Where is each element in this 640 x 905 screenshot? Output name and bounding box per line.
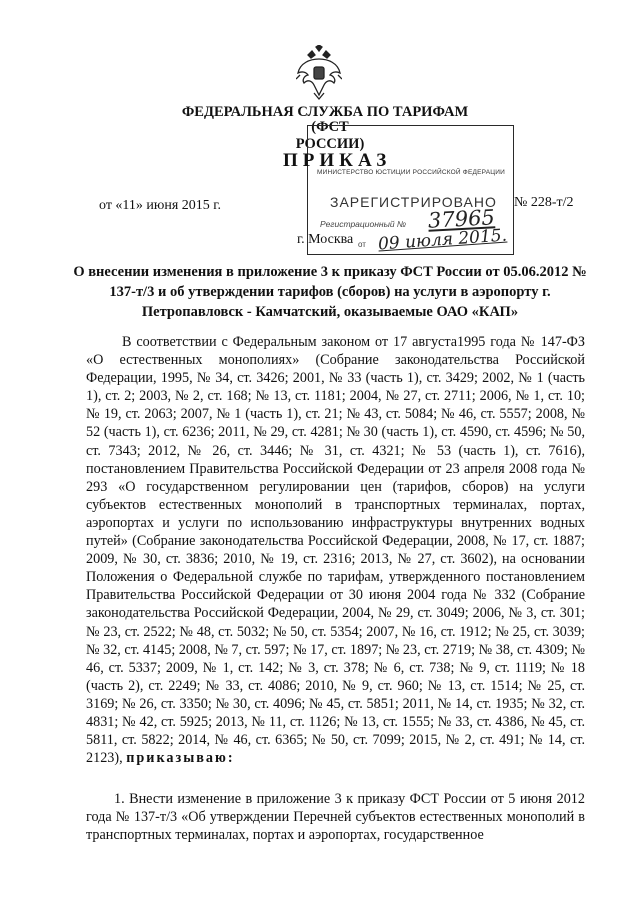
order-date: от «11» июня 2015 г. bbox=[99, 198, 221, 213]
order-word: приказываю: bbox=[126, 750, 235, 767]
agency-name: ФЕДЕРАЛЬНАЯ СЛУЖБА ПО ТАРИФАМ bbox=[181, 104, 469, 120]
agency-abbreviation: (ФСТ РОССИИ) bbox=[295, 119, 365, 152]
stamp-registered: ЗАРЕГИСТРИРОВАНО bbox=[330, 194, 497, 210]
stamp-reg-label: Регистрационный № bbox=[320, 219, 407, 229]
order-city: г. Москва bbox=[297, 232, 354, 247]
stamp-reg-date: 09 июля 2015. bbox=[377, 225, 508, 255]
order-title: О внесении изменения в приложение 3 к приказу ФСТ России от 05.06.2012 № 137-т/3 и об утверждении тарифов (сборов) на услуги в аэропорту г. Петропавловск - Камчатский, оказываемые ОАО «КАП» bbox=[73, 264, 587, 320]
item-1-paragraph bbox=[86, 790, 585, 844]
preamble-text: В соответствии с Федеральным законом от 17 августа1995 года № 147-ФЗ «О естественных монополиях» (Собрание законодательства Российской Федерации, 1995, № 34, ст. 3426; 2001, № 33 (часть 1), ст. 3429; 2002, № 1 (часть 1), ст. 2; 2003, № 2, ст. 168; № 13, ст. 1181; 2004, № 27, ст. 2711; 2006, № 1, ст. 10; № 19, ст. 2063; 2007, № 1 (часть 1), ст. 21; № 43, ст. 5084; № 46, ст. 5557; 2008, № 52 (часть 1), ст. 6236; 2011, № 29, ст. 4281; № 30 (часть 1), ст. 4590, ст. 4596; № 50, ст. 7343; 2012, № 26, ст. 3446; № 31, ст. 4321; № 53 (часть 1), ст. 7616), постановлением Правительства Российской Федерации от 23 апреля 2008 года № 293 «О государственном регулировании цен (тарифов, сборов) на услуги субъектов естественных монополий в транспортных терминалах, портах, аэропортах и услуги по использованию инфраструктуры внутренних водных путей» (Собрание законодательства Российской Федерации, 2008, № 17, ст. 1887; 2009, № 30, ст. 3836; 2010, № 19, ст. 2316; 2013, № 27, ст. 3602), на основании Положения о Федеральной службе по тарифам, утвержденного постановлением Правительства Российской Федерации от 30 июня 2004 года № 332 (Собрание законодательства Российской Федерации, 2004, № 29, ст. 3049; 2006, № 3, ст. 301; № 23, ст. 2522; № 48, ст. 5032; № 50, ст. 5354; 2007, № 16, ст. 1912; № 25, ст. 3039; № 32, ст. 4145; 2008, № 7, ст. 597; № 17, ст. 1897; № 23, ст. 2719; № 38, ст. 4309; № 46, ст. 5337; 2009, № 1, ст. 142; № 3, ст. 378; № 6, ст. 738; № 9, ст. 1119; № 18 (часть 2), ст. 2249; № 33, ст. 4086; 2010, № 9, ст. 960; № 13, ст. 1514; № 25, ст. 3169; № 26, ст. 3350; № 30, ст. 4096; № 45, ст. 5851; 2011, № 14, ст. 1935; № 32, ст. 4831; № 42, ст. 5925; 2013, № 11, ст. 1126; № 13, ст. 1555; № 33, ст. 4386, № 45, ст. 5811, ст. 5822; 2014, № 46, ст. 6365; № 50, ст. 7099; 2015, № 2, ст. 491; № 14, ст. 2123), bbox=[86, 334, 585, 767]
coat-of-arms-emblem bbox=[296, 45, 342, 101]
stamp-date-label: от bbox=[358, 240, 366, 249]
preamble-paragraph bbox=[86, 333, 585, 767]
document-type: ПРИКАЗ bbox=[283, 150, 392, 171]
item-1-text: 1. Внести изменение в приложение 3 к приказу ФСТ России от 5 июня 2012 года № 137-т/3 «Об утверждении Перечней субъектов естественных монополий в транспортных терминалах, портах и аэропортах, государственное bbox=[86, 791, 585, 844]
stamp-reg-number: 37965 bbox=[427, 205, 496, 233]
stamp-ministry: МИНИСТЕРСТВО ЮСТИЦИИ РОССИЙСКОЙ ФЕДЕРАЦИИ bbox=[316, 169, 506, 176]
order-number: № 228-т/2 bbox=[514, 195, 574, 210]
